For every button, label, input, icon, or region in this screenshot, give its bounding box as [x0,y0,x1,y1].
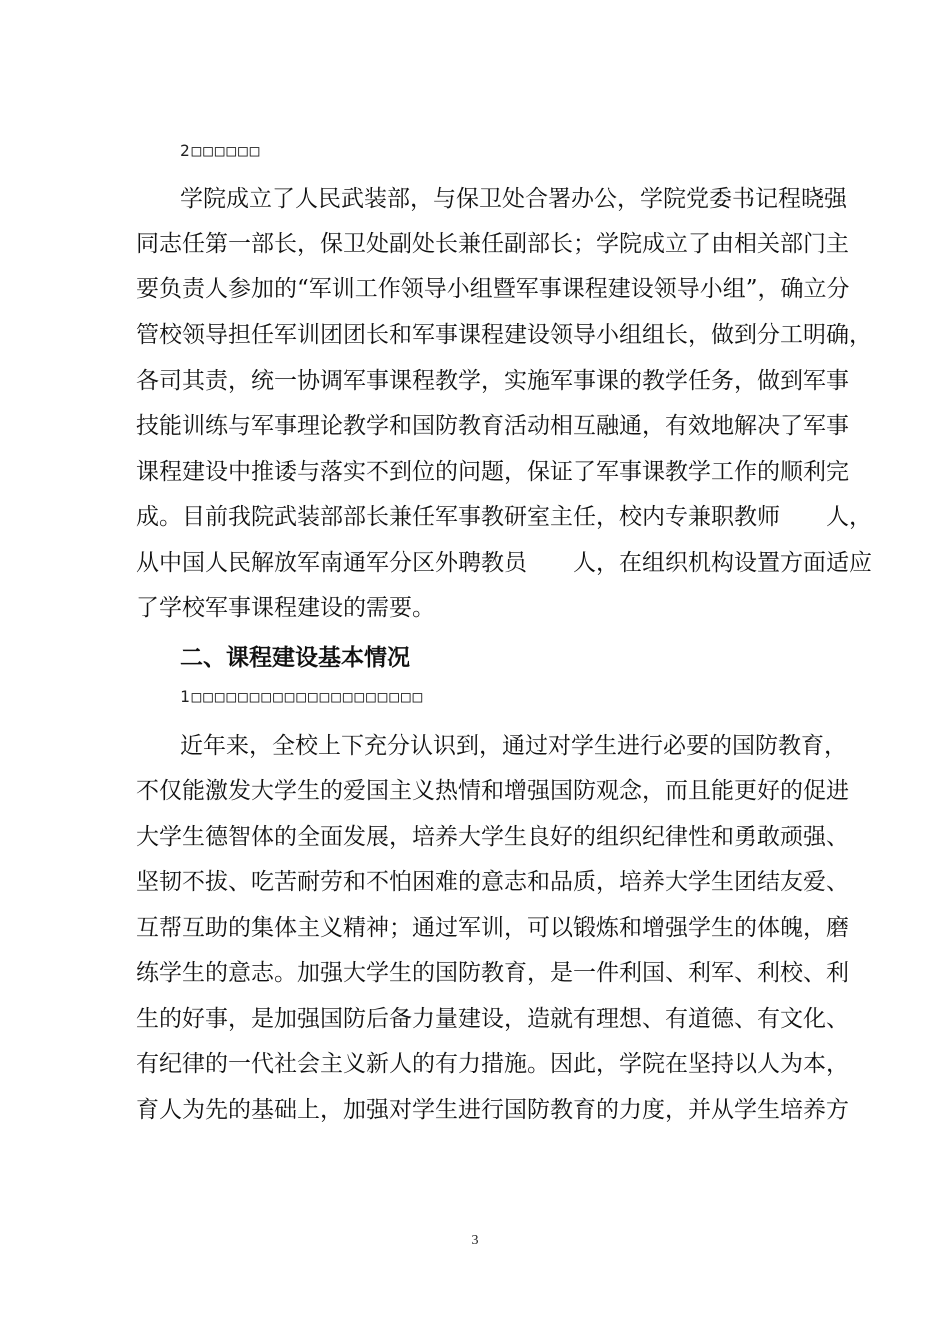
paragraph-line: 成。目前我院武装部部长兼任军事教研室主任，校内专兼职教师 人， [136,504,872,530]
paragraph-line: 育人为先的基础上，加强对学生进行国防教育的力度，并从学生培养方 [136,1097,849,1123]
paragraph-line: 有纪律的一代社会主义新人的有力措施。因此，学院在坚持以人为本， [136,1051,849,1077]
paragraph-line: 各司其责，统一协调军事课程教学，实施军事课的教学任务，做到军事 [136,368,849,394]
section2-heading: 二、课程建设基本情况 [180,645,410,671]
paragraph-line: 不仅能激发大学生的爱国主义热情和增强国防观念，而且能更好的促进 [136,778,849,804]
paragraph-line: 学院成立了人民武装部，与保卫处合署办公，学院党委书记程晓强 [180,186,847,212]
paragraph-line: 坚韧不拔、吃苦耐劳和不怕困难的意志和品质，培养大学生团结友爱、 [136,869,849,895]
paragraph-line: 近年来，全校上下充分认识到，通过对学生进行必要的国防教育， [180,733,847,759]
paragraph-line: 生的好事，是加强国防后备力量建设，造就有理想、有道德、有文化、 [136,1006,849,1032]
paragraph-line: 技能训练与军事理论教学和国防教育活动相互融通，有效地解决了军事 [136,413,849,439]
paragraph-line: 要负责人参加的“军训工作领导小组暨军事课程建设领导小组”，确立分 [136,276,850,302]
page-number: 3 [471,1233,479,1248]
paragraph-line: 管校领导担任军训团团长和军事课程建设领导小组组长，做到分工明确， [136,322,872,348]
paragraph-line: 了学校军事课程建设的需要。 [136,595,435,621]
section2-subheading: 1□□□□□□□□□□□□□□□□□□□□ [180,687,425,706]
paragraph-line: 互帮互助的集体主义精神；通过军训，可以锻炼和增强学生的体魄，磨 [136,915,849,941]
paragraph-line: 练学生的意志。加强大学生的国防教育，是一件利国、利军、利校、利 [136,960,849,986]
paragraph-line: 大学生德智体的全面发展，培养大学生良好的组织纪律性和勇敢顽强、 [136,824,849,850]
paragraph-line: 同志任第一部长，保卫处副处长兼任副部长；学院成立了由相关部门主 [136,231,849,257]
paragraph-line: 课程建设中推诿与落实不到位的问题，保证了军事课教学工作的顺利完 [136,459,849,485]
paragraph-line: 从中国人民解放军南通军分区外聘教员 人，在组织机构设置方面适应 [136,550,872,576]
section1-subheading: 2□□□□□□ [180,141,262,160]
